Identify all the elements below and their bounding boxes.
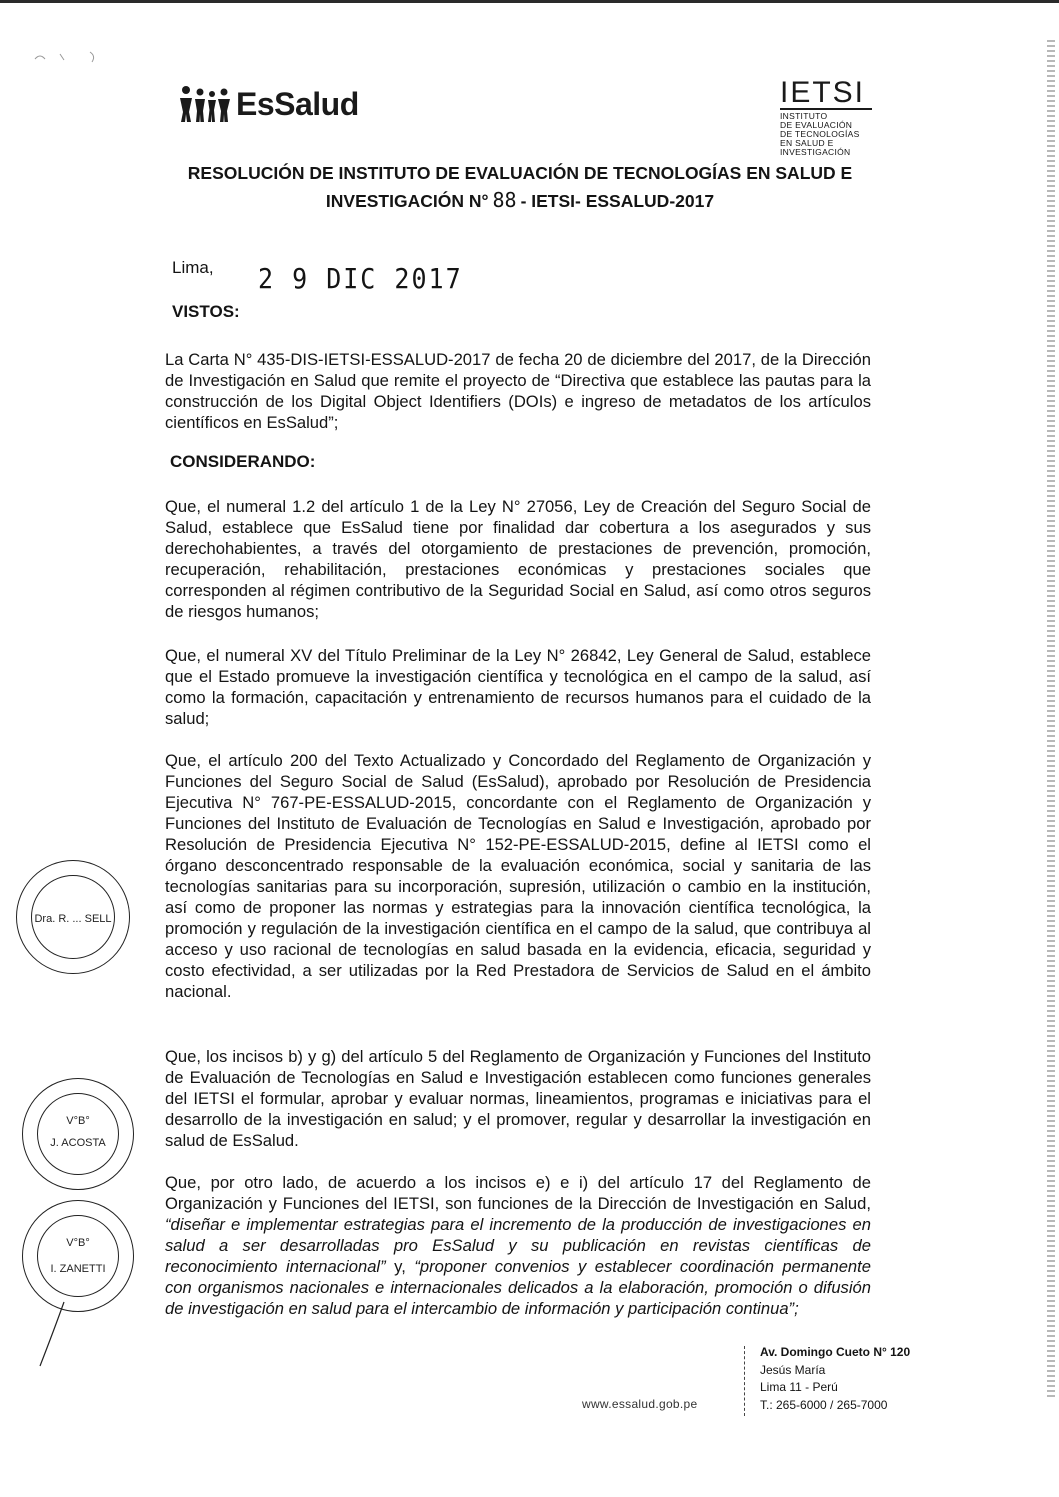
official-seal-3 bbox=[22, 1200, 134, 1312]
footer-address bbox=[760, 1344, 910, 1414]
ietsi-logo bbox=[780, 78, 872, 157]
family-figures-icon bbox=[178, 84, 232, 124]
resolution-title bbox=[160, 160, 880, 215]
paragraph-5-quote-1: “diseñar e implementar estrategias para el incremento de la producción de investigaciones en salud a ser desarrolladas pro EsSalud y su publicación en revistas científicas de reconocimiento internacional” bbox=[165, 1215, 871, 1276]
ietsi-line: DE EVALUACIÓN bbox=[780, 120, 853, 130]
section-considerando: CONSIDERANDO: bbox=[170, 452, 316, 471]
paragraph-2: Que, el numeral XV del Título Preliminar de la Ley N° 26842, Ley General de Salud, establece que el Estado promueve la investigación científica y tecnológica en el campo de la salud, así como la formación, capacitación y entrenamiento de recursos humanos para el cuidado de la salud; bbox=[165, 646, 871, 728]
seal-1-name: Dra. R. ... SELL bbox=[34, 913, 112, 925]
ietsi-line: DE TECNOLOGÍAS bbox=[780, 129, 860, 139]
scan-edge-artifact bbox=[1047, 40, 1055, 1400]
paragraph-4: Que, los incisos b) y g) del artículo 5 del Reglamento de Organización y Funciones del Instituto de Evaluación de Tecnologías en Salud e Investigación establecen como funciones generales del IETSI el formular, aprobar y evaluar normas, lineamientos, programas e iniciativas para el desarrollo de la investigación en salud; y el promover, regular y desarrollar la investigación en salud de EsSalud. bbox=[165, 1047, 871, 1150]
official-seal-2 bbox=[22, 1078, 134, 1190]
essalud-logo-text: EsSalud bbox=[236, 85, 359, 122]
essalud-logo bbox=[178, 84, 359, 124]
ietsi-title: IETSI bbox=[780, 78, 872, 110]
title-line-1: RESOLUCIÓN DE INSTITUTO DE EVALUACIÓN DE TECNOLOGÍAS EN SALUD E bbox=[187, 163, 853, 183]
paragraph-5 bbox=[165, 1172, 871, 1319]
date-stamp: 2 9 DIC 2017 bbox=[258, 262, 463, 295]
footer-phone: T.: 265-6000 / 265-7000 bbox=[760, 1397, 888, 1412]
ietsi-subtitle bbox=[780, 112, 872, 157]
resolution-number: 88 bbox=[492, 188, 517, 212]
scan-marks bbox=[30, 44, 110, 74]
paragraph-5-quote-2: “proponer convenios y establecer coordinación permanente con organismos nacionales e internacionales delicados a la elaboración, promoción o difusión de investigación en salud para el intercambio de información y participación continua”; bbox=[165, 1257, 871, 1318]
paragraph-1: Que, el numeral 1.2 del artículo 1 de la Ley N° 27056, Ley de Creación del Seguro Social de Salud, establece que EsSalud tiene por finalidad dar cobertura a los asegurados y sus derechohabientes, a través del otorgamiento de prestaciones de prevención, promoción, recuperación, rehabilitación, prestaciones económicas y prestaciones sociales que corresponden al régimen contributivo de la Seguridad Social en Salud, así como otros seguros de riesgos humanos; bbox=[165, 497, 871, 621]
footer-website: www.essalud.gob.pe bbox=[582, 1397, 698, 1411]
ietsi-line: EN SALUD E bbox=[780, 138, 834, 148]
title-line-2 bbox=[160, 187, 880, 215]
ietsi-line: INVESTIGACIÓN bbox=[780, 147, 851, 157]
seal-2-name: J. ACOSTA bbox=[50, 1137, 106, 1149]
paragraph-5-text: Que, por otro lado, de acuerdo a los incisos e) e i) del artículo 17 del Reglamento de Organización y Funciones del IETSI, son funciones de la Dirección de Investigación en Salud, bbox=[165, 1173, 871, 1213]
footer-address-line: Lima 11 - Perú bbox=[760, 1380, 838, 1394]
seal-3-vb: V°B° bbox=[66, 1237, 90, 1249]
title-prefix: INVESTIGACIÓN N° bbox=[325, 191, 489, 211]
footer-address-line: Av. Domingo Cueto N° 120 bbox=[760, 1345, 911, 1359]
place: Lima, bbox=[172, 258, 214, 277]
top-border-line bbox=[0, 0, 1059, 3]
section-vistos: VISTOS: bbox=[172, 302, 240, 321]
footer-address-line: Jesús María bbox=[760, 1362, 826, 1377]
title-suffix: - IETSI- ESSALUD-2017 bbox=[520, 191, 715, 211]
paragraph-3: Que, el artículo 200 del Texto Actualizado y Concordado del Reglamento de Organización y Funciones del Seguro Social de Salud (EsSalud), aprobado por Resolución de Presidencia Ejecutiva N° 767-PE-ESSALUD-2015, concordante con el Reglamento de Organización y Funciones del Instituto de Evaluación de Tecnologías en Salud e Investigación, aprobado por Resolución de Presidencia Ejecutiva N° 152-PE-ESSALUD-2015, define al IETSI como el órgano desconcentrado responsable de la evaluación económica, social y sanitaria de las tecnologías sanitarias para su incorporación, supresión, utilización o cambio en la institución, así como de proponer las normas y estrategias para la innovación científica tecnológica, la promoción y regulación de la investigación científica en el campo de la salud, que contribuya al acceso y uso racional de tecnologías en salud basada en la evidencia, eficacia, seguridad y costo efectividad, a ser utilizadas por la Red Prestadora de Servicios de Salud en el ámbito nacional. bbox=[165, 751, 871, 1001]
paragraph-5-text: y, bbox=[385, 1257, 415, 1276]
ietsi-line: INSTITUTO bbox=[780, 111, 828, 121]
seal-3-name: I. ZANETTI bbox=[50, 1263, 106, 1275]
signature-stroke bbox=[34, 1300, 74, 1370]
seal-2-vb: V°B° bbox=[66, 1115, 90, 1127]
paragraph-vistos: La Carta N° 435-DIS-IETSI-ESSALUD-2017 de fecha 20 de diciembre del 2017, de la Dirección de Investigación en Salud que remite el proyecto de “Directiva que establece las pautas para la construcción de los Digital Object Identifiers (DOIs) e ingreso de metadatos de los artículos científicos en EsSalud”; bbox=[165, 350, 871, 432]
official-seal-1 bbox=[16, 860, 130, 974]
footer-divider bbox=[744, 1346, 746, 1416]
